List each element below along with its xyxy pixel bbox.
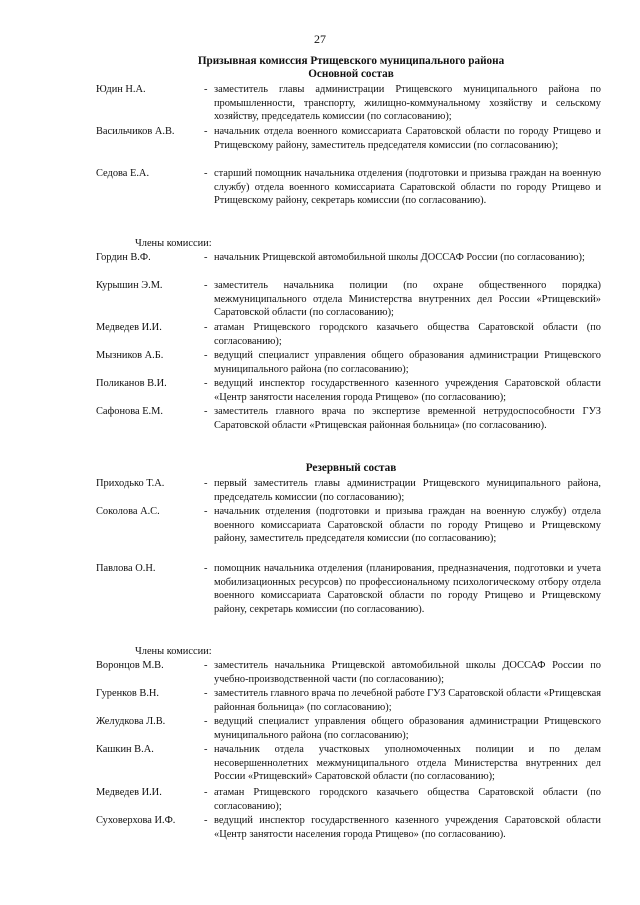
- member-role: атаман Ртищевского городского казачьего общества Саратовской области (по согласованию);: [214, 787, 601, 812]
- member-role: атаман Ртищевского городского казачьего общества Саратовской области (по согласованию);: [214, 322, 601, 347]
- member-name: Суховерхова И.Ф.: [96, 815, 176, 826]
- member-name: Курышин Э.М.: [96, 280, 163, 291]
- member-row: [96, 715, 601, 742]
- member-name: Гуренков В.Н.: [96, 688, 160, 699]
- member-role: заместитель начальника Ртищевской автомобильной школы ДОССАФ России по учебно-производственной части (по согласованию);: [214, 660, 601, 685]
- dash: -: [204, 378, 208, 389]
- dash: -: [204, 84, 208, 95]
- member-row: [96, 321, 601, 348]
- member-row: [96, 786, 601, 813]
- member-role: ведущий специалист управления общего образования администрации Ртищевского муниципального района (по согласованию);: [214, 716, 601, 741]
- dash: -: [204, 744, 208, 755]
- members-label: Члены комиссии:: [135, 238, 212, 249]
- member-role: начальник отдела участковых уполномоченных полиции и по делам несовершеннолетних межмуниципального отдела Министерства внутренних дел России «Ртищевский» Саратовской области (по согласованию);: [214, 744, 601, 783]
- members-label: Члены комиссии:: [135, 646, 212, 657]
- member-row: [96, 405, 601, 432]
- member-row: [96, 251, 601, 265]
- member-name: Медведев И.И.: [96, 787, 162, 798]
- member-role: ведущий специалист управления общего образования администрации Ртищевского муниципального района (по согласованию);: [214, 350, 601, 375]
- dash: -: [204, 563, 208, 574]
- member-name: Кашкин В.А.: [96, 744, 154, 755]
- dash: -: [204, 478, 208, 489]
- member-row: [96, 659, 601, 686]
- dash: -: [204, 787, 208, 798]
- member-row: [96, 505, 601, 546]
- member-name: Сафонова Е.М.: [96, 406, 163, 417]
- member-name: Желудкова Л.В.: [96, 716, 166, 727]
- member-role: заместитель начальника полиции (по охране общественного порядка) межмуниципального отдела Министерства внутренних дел России «Ртищевский» Саратовской области (по согласованию);: [214, 280, 601, 319]
- member-row: [96, 349, 601, 376]
- dash: -: [204, 406, 208, 417]
- member-role: заместитель главы администрации Ртищевского муниципального района по промышленности, транспорту, жилищно-коммунальному хозяйству и сельскому хозяйству, председатель комиссии (по согласованию);: [214, 84, 601, 123]
- member-role: помощник начальника отделения (планирования, предназначения, подготовки и учета мобилизационных ресурсов) по профессиональному психологическому отбору отдела военного комиссариата Саратовской области по городу Ртищево и Ртищевскому району, секретарь комиссии (по согласованию).: [214, 563, 601, 615]
- dash: -: [204, 688, 208, 699]
- member-row: [96, 743, 601, 784]
- page-number: 27: [314, 32, 326, 46]
- member-name: Васильчиков А.В.: [96, 126, 175, 137]
- member-role: заместитель главного врача по лечебной работе ГУЗ Саратовской области «Ртищевская районная больница» (по согласованию);: [214, 688, 601, 713]
- dash: -: [204, 322, 208, 333]
- member-row: [96, 167, 601, 208]
- member-name: Юдин Н.А.: [96, 84, 146, 95]
- member-name: Воронцов М.В.: [96, 660, 164, 671]
- member-role: начальник отделения (подготовки и призыва граждан на военную службу) отдела военного комиссариата Саратовской области по городу Ртищево и Ртищевскому району, заместитель председателя комиссии (по согласованию);: [214, 506, 601, 545]
- main-heading: Основной состав: [308, 68, 394, 80]
- member-role: начальник отдела военного комиссариата Саратовской области по городу Ртищево и Ртищевскому району, заместитель председателя комиссии (по согласованию);: [214, 126, 601, 151]
- member-name: Седова Е.А.: [96, 168, 150, 179]
- member-row: [96, 687, 601, 714]
- member-role: заместитель главного врача по экспертизе временной нетрудоспособности ГУЗ Саратовской области «Ртищевская районная больница» (по согласованию).: [214, 406, 601, 431]
- member-role: первый заместитель главы администрации Ртищевского муниципального района, председатель комиссии (по согласованию);: [214, 478, 601, 503]
- dash: -: [204, 350, 208, 361]
- member-name: Поликанов В.И.: [96, 378, 167, 389]
- member-role: начальник Ртищевской автомобильной школы ДОССАФ России (по согласованию);: [214, 252, 585, 263]
- dash: -: [204, 168, 208, 179]
- member-row: [96, 83, 601, 124]
- member-row: [96, 279, 601, 320]
- member-row: [96, 814, 601, 841]
- member-name: Приходько Т.А.: [96, 478, 165, 489]
- member-row: [96, 562, 601, 616]
- member-row: [96, 377, 601, 404]
- dash: -: [204, 252, 208, 263]
- member-row: [96, 125, 601, 152]
- member-role: старший помощник начальника отделения (подготовки и призыва граждан на военную службу) отдела военного комиссариата Саратовской области по городу Ртищево и Ртищевскому району, секретарь комиссии (по согласованию).: [214, 168, 601, 207]
- member-row: [96, 477, 601, 504]
- member-role: ведущий инспектор государственного казенного учреждения Саратовской области «Центр занятости населения города Ртищево» (по согласованию);: [214, 378, 601, 403]
- member-name: Мызников А.Б.: [96, 350, 164, 361]
- member-name: Соколова А.С.: [96, 506, 160, 517]
- commission-title: Призывная комиссия Ртищевского муниципального района: [197, 55, 505, 67]
- dash: -: [204, 815, 208, 826]
- dash: -: [204, 660, 208, 671]
- member-name: Павлова О.Н.: [96, 563, 156, 574]
- reserve-heading: Резервный состав: [305, 462, 397, 474]
- member-name: Медведев И.И.: [96, 322, 162, 333]
- member-name: Гордин В.Ф.: [96, 252, 151, 263]
- dash: -: [204, 716, 208, 727]
- dash: -: [204, 126, 208, 137]
- member-role: ведущий инспектор государственного казенного учреждения Саратовской области «Центр занятости населения города Ртищево» (по согласованию).: [214, 815, 601, 840]
- dash: -: [204, 506, 208, 517]
- dash: -: [204, 280, 208, 291]
